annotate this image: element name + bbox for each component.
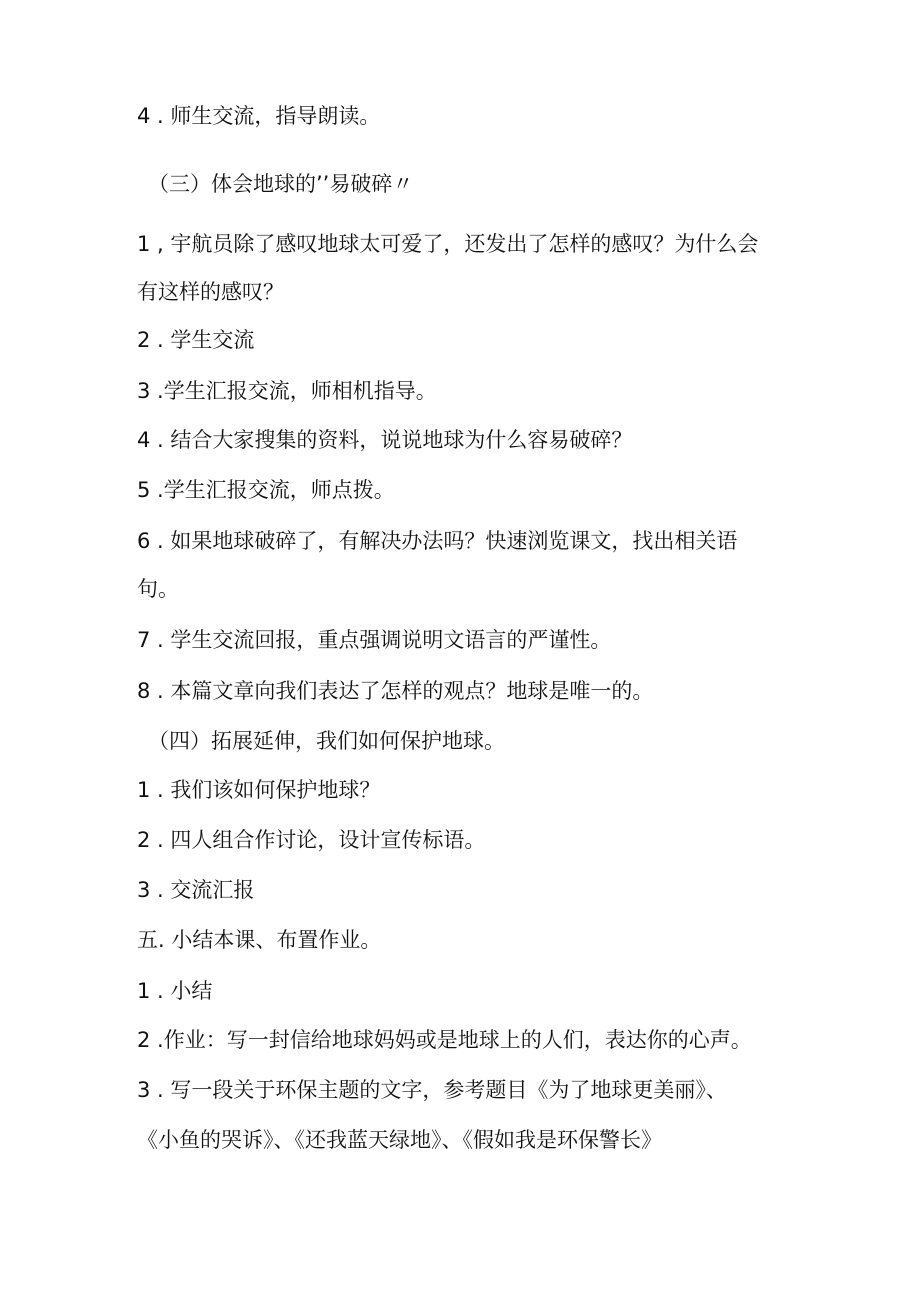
step-2-discuss: 2 . 学生交流 [137,328,255,352]
step-7-feedback: 7 . 学生交流回报，重点强调说明文语言的严谨性。 [137,628,612,652]
step-6-solution: 6 . 如果地球破碎了，有解决办法吗？快速浏览课文，找出相关语 [137,529,738,553]
step-3-writing-titles: 《小鱼的哭诉》、《还我蓝天绿地》、《假如我是环保警长》 [137,1128,662,1152]
section-3-heading: （三）体会地球的’’易破碎〃 [148,172,414,196]
step-8-viewpoint: 8 . 本篇文章向我们表达了怎样的观点？地球是唯一的。 [137,679,654,703]
step-4-read-aloud: 4 . 师生交流，指导朗读。 [137,104,381,128]
step-1-question-cont: 有这样的感叹？ [137,280,284,304]
step-4-materials: 4 . 结合大家搜集的资料，说说地球为什么容易破碎？ [137,428,633,452]
step-3-writing: 3 . 写一段关于环保主题的文字，参考题目《为了地球更美丽》、 [137,1078,727,1102]
step-3-report: 3 .学生汇报交流，师相机指导。 [137,379,437,403]
step-6-solution-cont: 句。 [137,577,179,601]
step-2-homework: 2 .作业：写一封信给地球妈妈或是地球上的人们，表达你的心声。 [137,1028,752,1052]
step-3-share: 3 . 交流汇报 [137,878,255,902]
section-5-heading: 五. 小结本课、布置作业。 [137,928,382,952]
section-4-heading: （四）拓展延伸，我们如何保护地球。 [148,729,505,753]
step-5-report: 5 .学生汇报交流，师点拨。 [137,478,395,502]
step-2-slogan: 2 . 四人组合作讨论，设计宣传标语。 [137,828,486,852]
step-1-question: 1 , 宇航员除了感叹地球太可爱了，还发出了怎样的感叹？为什么会 [137,232,759,256]
step-1-summary: 1 . 小结 [137,979,213,1003]
step-1-protect: 1 . 我们该如何保护地球？ [137,778,381,802]
